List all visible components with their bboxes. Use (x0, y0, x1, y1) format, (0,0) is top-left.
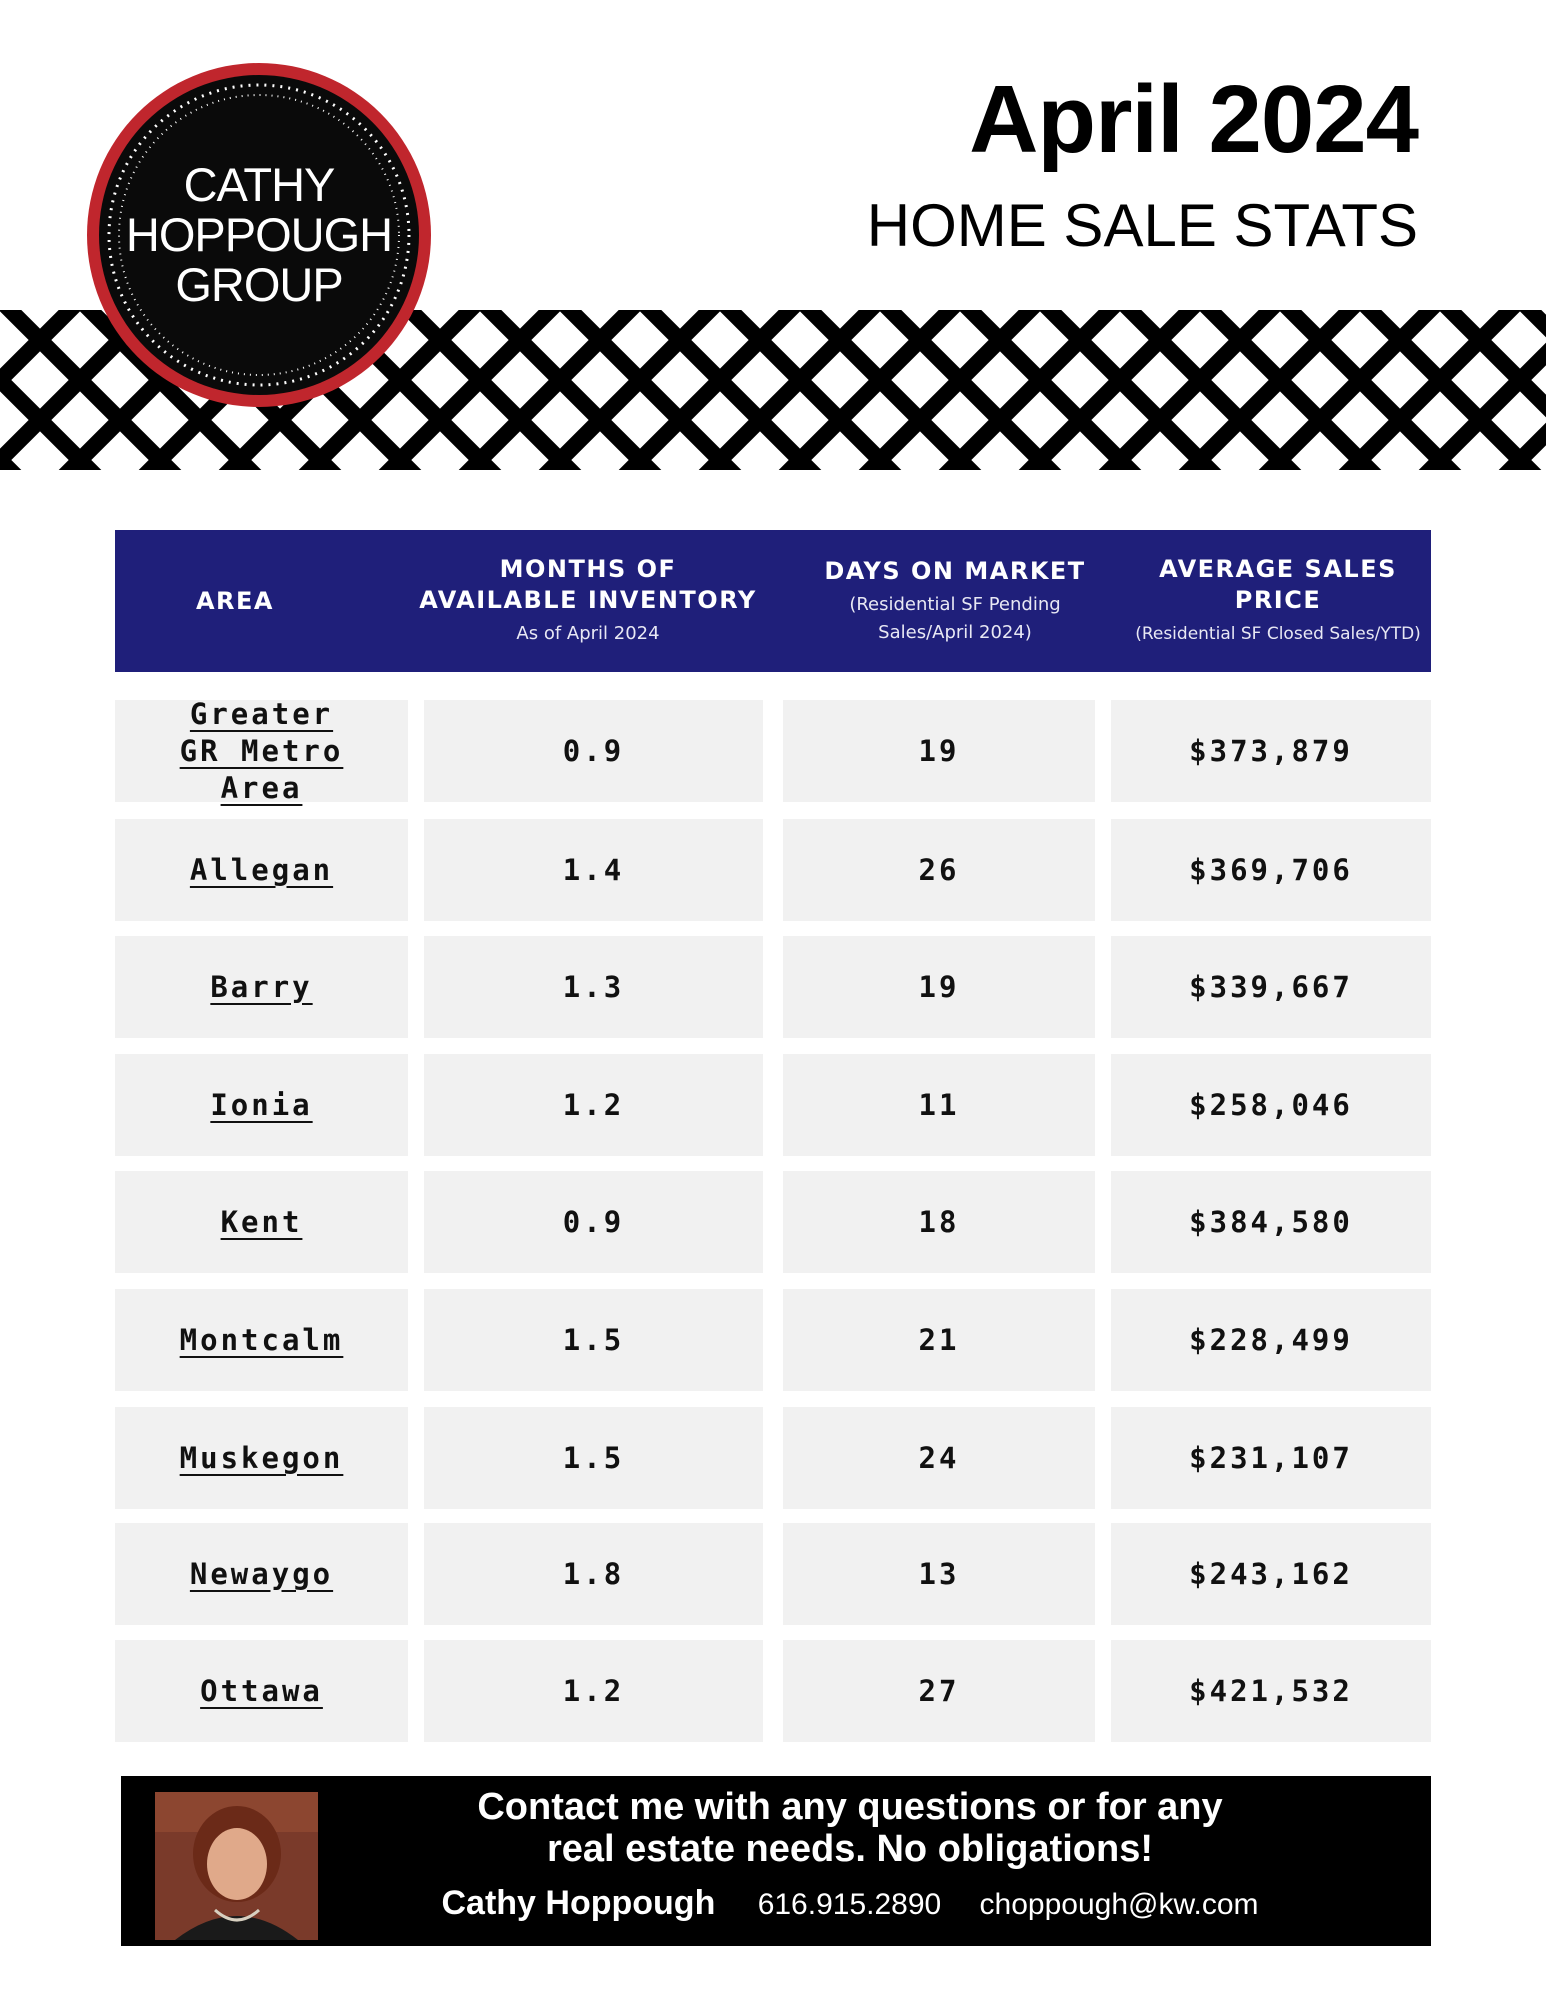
area-cell[interactable] (115, 1407, 408, 1509)
area-cell[interactable] (115, 1289, 408, 1391)
days-cell (783, 936, 1095, 1038)
price-value: $228,499 (1189, 1323, 1353, 1357)
column-header-note: (Residential SF Closed Sales/YTD) (1135, 624, 1421, 644)
area-cell[interactable] (115, 1171, 408, 1273)
area-link[interactable]: Barry (210, 969, 313, 1004)
area-link[interactable]: Greater GR Metro Area (179, 696, 344, 805)
column-header-label: AREA (195, 586, 275, 615)
column-header-note: As of April 2024 (516, 623, 660, 644)
days-value: 24 (918, 1441, 960, 1475)
logo-line-1: CATHY (183, 158, 335, 211)
days-value: 27 (918, 1674, 960, 1708)
days-cell (783, 1289, 1095, 1391)
inventory-cell (424, 936, 763, 1038)
days-value: 19 (918, 970, 960, 1004)
footer-message-line-1: Contact me with any questions or for any (477, 1786, 1223, 1828)
area-cell[interactable] (115, 1640, 408, 1742)
inventory-cell (424, 1171, 763, 1273)
area-link[interactable]: Ionia (210, 1087, 313, 1122)
days-cell (783, 819, 1095, 921)
price-cell (1111, 1640, 1431, 1742)
inventory-value: 1.5 (562, 1441, 625, 1475)
column-header-label: MONTHS OF AVAILABLE INVENTORY (419, 555, 757, 614)
days-cell (783, 1407, 1095, 1509)
price-cell (1111, 819, 1431, 921)
column-header-days (780, 530, 1130, 672)
days-value: 18 (918, 1205, 960, 1239)
area-cell[interactable] (115, 696, 408, 805)
page-title: April 2024 (969, 66, 1418, 173)
price-cell (1111, 1523, 1431, 1625)
price-value: $384,580 (1189, 1205, 1353, 1239)
days-value: 19 (918, 734, 960, 768)
logo-text (84, 60, 434, 410)
agent-photo (155, 1792, 318, 1940)
inventory-cell (424, 1289, 763, 1391)
inventory-value: 0.9 (562, 734, 625, 768)
column-header-inventory (415, 530, 761, 672)
days-value: 26 (918, 853, 960, 887)
days-cell (783, 1171, 1095, 1273)
days-value: 13 (918, 1557, 960, 1591)
table-header (115, 530, 1431, 672)
logo-line-3: GROUP (175, 258, 343, 311)
inventory-value: 1.2 (562, 1088, 625, 1122)
area-link[interactable]: Montcalm (179, 1322, 344, 1357)
column-header-area (115, 530, 355, 672)
price-value: $258,046 (1189, 1088, 1353, 1122)
price-cell (1111, 1407, 1431, 1509)
days-value: 11 (918, 1088, 960, 1122)
area-link[interactable]: Kent (220, 1204, 303, 1239)
column-header-label: DAYS ON MARKET (824, 556, 1086, 585)
price-value: $339,667 (1189, 970, 1353, 1004)
inventory-cell (424, 1523, 763, 1625)
inventory-value: 1.8 (562, 1557, 625, 1591)
footer-contact-info (330, 1884, 1370, 1923)
column-header-label: AVERAGE SALES PRICE (1159, 555, 1397, 614)
page-subtitle: HOME SALE STATS (866, 192, 1418, 259)
footer-message-line-2: real estate needs. No obligations! (546, 1828, 1154, 1870)
days-value: 21 (918, 1323, 960, 1357)
price-value: $243,162 (1189, 1557, 1353, 1591)
price-cell (1111, 936, 1431, 1038)
inventory-value: 1.3 (562, 970, 625, 1004)
area-link[interactable]: Muskegon (179, 1440, 344, 1475)
area-cell[interactable] (115, 936, 408, 1038)
column-header-price (1125, 530, 1431, 672)
inventory-value: 1.5 (562, 1323, 625, 1357)
inventory-cell (424, 819, 763, 921)
area-cell[interactable] (115, 819, 408, 921)
inventory-cell (424, 1407, 763, 1509)
inventory-cell (424, 700, 763, 802)
logo-line-2: HOPPOUGH (125, 208, 393, 261)
price-cell (1111, 1289, 1431, 1391)
area-cell[interactable] (115, 1523, 408, 1625)
footer-message (330, 1786, 1370, 1870)
area-link[interactable]: Ottawa (200, 1673, 323, 1708)
inventory-value: 1.4 (562, 853, 625, 887)
inventory-value: 0.9 (562, 1205, 625, 1239)
price-value: $369,706 (1189, 853, 1353, 887)
days-cell (783, 1054, 1095, 1156)
agent-name: Cathy Hoppough (441, 1884, 716, 1922)
inventory-value: 1.2 (562, 1674, 625, 1708)
inventory-cell (424, 1640, 763, 1742)
days-cell (783, 1640, 1095, 1742)
price-cell (1111, 1054, 1431, 1156)
agent-email[interactable]: choppough@kw.com (979, 1888, 1259, 1921)
price-value: $373,879 (1189, 734, 1353, 768)
agent-phone[interactable]: 616.915.2890 (757, 1888, 942, 1921)
price-cell (1111, 1171, 1431, 1273)
price-value: $421,532 (1189, 1674, 1353, 1708)
area-link[interactable]: Allegan (189, 852, 334, 887)
area-cell[interactable] (115, 1054, 408, 1156)
price-cell (1111, 700, 1431, 802)
area-link[interactable]: Newaygo (189, 1556, 334, 1591)
days-cell (783, 700, 1095, 802)
column-header-note: (Residential SF Pending Sales/April 2024) (849, 593, 1061, 643)
inventory-cell (424, 1054, 763, 1156)
days-cell (783, 1523, 1095, 1625)
price-value: $231,107 (1189, 1441, 1353, 1475)
